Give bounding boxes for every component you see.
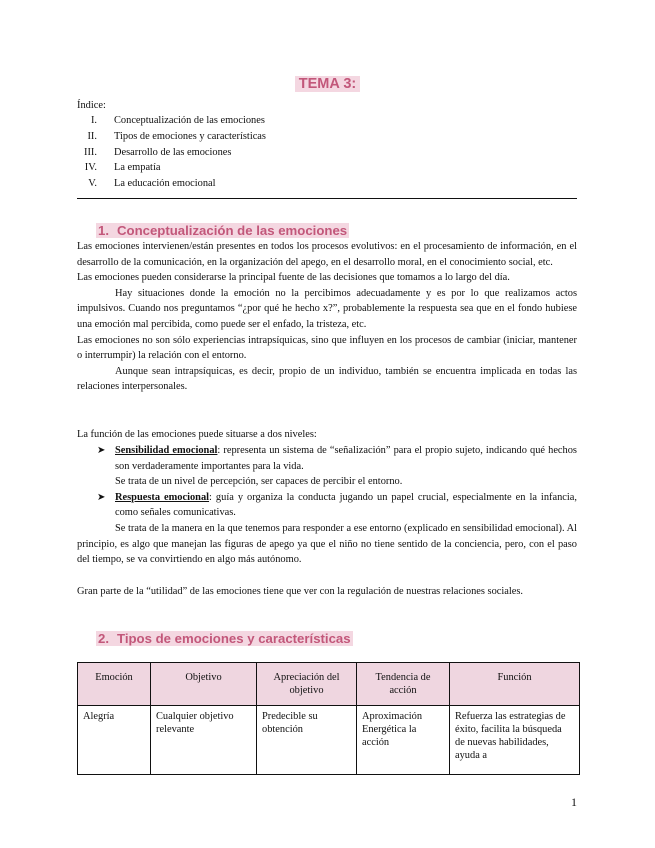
document-page: TEMA 3: Índice: I. Conceptualización de las emociones II. Tipos de emociones y características III. Desarrollo de las emociones IV. La empatía V. La educación emocional 1. Conceptualización de las emociones Las emociones intervienen/están presentes en todos los procesos evolutivos: en el procesamiento de información, en el desarrollo de la comunicación, en la organización del apego, en el desarrollo moral, en el conocimiento social, etc. Las emociones pueden considerarse la principal fuente de las decisiones que tomamos a lo largo del día. Hay situaciones donde la emoción no la percibimos adecuadamente y es por lo que realizamos actos impulsivos. Cuando nos preguntamos “¿por qué he hecho x?”, probablemente la respuesta sea que en el fondo hubiese una emoción mal percibida, como puede ser el enfado, la tristeza, etc. Las emociones no son sólo experiencias intrapsíquicas, sino que influyen en los procesos de cambiar (iniciar, mantener o interrumpir) la relación con el entorno. Aunque sean intrapsíquicas, es decir, propio de un individuo, también se encuentra implicada en todas las relaciones interpersonales. La función de las emociones puede situarse a dos niveles: ➤ Sensibilidad emocional: representa un sistema de “señalización” para el propio sujeto, indicando qué hechos son verdaderamente importantes para la vida. Se trata de un nivel de percepción, ser capaces de percibir el entorno. ➤ Respuesta emocional: guía y organiza la conducta jugando un papel crucial, especialmente en la infancia, como señales comunicativas. Se trata de la manera en la que tenemos para responder a ese entorno (explicado en sensibilidad emocional). Al principio, es algo que manejan las figuras de apego ya que el niño no tiene sentido de la conciencia, pero, con el paso del tiempo, se va convirtiendo en algo más autónomo. Gran parte de la “utilidad” de las emociones tiene que ver con la regulación de nuestras relaciones sociales. 2. Tipos de emociones y características Emoción Objetivo Apreciación del objetivo Tendencia de acción Función Alegría Cualquier objetivo relevante Predecible su obtención Aproximación Energética la acción Refuerza las estrategias de éxito, facilita la búsqueda de nuevas habilidades, ayuda a 1 (0, 0, 655, 848)
table-cell: Refuerza las estrategias de éxito, facilita la búsqueda de nuevas habilidades, ayuda a (450, 706, 580, 775)
page-number: 1 (571, 795, 577, 809)
emotions-table (77, 662, 580, 775)
table-cell: Cualquier objetivo relevante (151, 706, 257, 775)
page-title: TEMA 3: (0, 77, 655, 94)
paragraph: Se trata de la manera en la que tenemos para responder a ese entorno (explicado en sensibilidad emocional). Al principio, es algo que manejan las figuras de apego ya que el niño no tiene sentido de la conciencia, pero, con el paso del tiempo, se va convirtiendo en algo más autónomo. (77, 523, 577, 566)
table-cell: Predecible su obtención (257, 706, 357, 775)
column-header: Apreciación del objetivo (257, 663, 357, 706)
section-1-heading: 1. Conceptualización de las emociones (98, 223, 348, 238)
functions-list (77, 443, 577, 521)
index-label: Índice: (77, 100, 106, 111)
table-cell: Aproximación Energética la acción (357, 706, 450, 775)
column-header: Emoción (78, 663, 151, 706)
column-header: Función (450, 663, 580, 706)
horizontal-divider (77, 198, 577, 199)
table-cell: Alegría (78, 706, 151, 775)
paragraph: Las emociones no son sólo experiencias intrapsíquicas, sino que influyen en los procesos de cambiar (iniciar, mantener o interrumpir) la relación con el entorno. (77, 334, 577, 362)
list-item: ➤ Respuesta emocional: guía y organiza la conducta jugando un papel crucial, especialmente en la infancia, como señales comunicativas. (97, 491, 577, 519)
paragraph: Las emociones intervienen/están presentes en todos los procesos evolutivos: en el procesamiento de información, en el desarrollo de la comunicación, en la organización del apego, en el desarrollo moral, en el conocimiento social, etc. (77, 241, 577, 268)
functions-intro: La función de las emociones puede situarse a dos niveles: (77, 429, 317, 440)
section-1-body (77, 239, 577, 395)
list-item: ➤ Sensibilidad emocional: representa un sistema de “señalización” para el propio sujeto, indicando qué hechos son verdaderamente importantes para la vida. Se trata de un nivel de percepción, ser capaces de percibir el entorno. (97, 445, 577, 488)
paragraph: Hay situaciones donde la emoción no la percibimos adecuadamente y es por lo que realizamos actos impulsivos. Cuando nos preguntamos “¿por qué he hecho x?”, probablemente la respuesta sea que en el fondo hubiese una emoción mal percibida, como puede ser el enfado, la tristeza, etc. (77, 287, 577, 330)
paragraph: Aunque sean intrapsíquicas, es decir, propio de un individuo, también se encuentra implicada en todas las relaciones interpersonales. (77, 365, 577, 393)
arrow-bullet-icon: ➤ (97, 491, 106, 503)
table-row (78, 706, 580, 775)
paragraph: Las emociones pueden considerarse la principal fuente de las decisiones que tomamos a lo largo del día. (77, 272, 510, 284)
section-2-heading: 2. Tipos de emociones y características (98, 631, 351, 646)
arrow-bullet-icon: ➤ (97, 445, 106, 456)
column-header: Objetivo (151, 663, 257, 706)
paragraph: Gran parte de la “utilidad” de las emociones tiene que ver con la regulación de nuestras relaciones sociales. (77, 586, 524, 597)
table-header-row (78, 663, 580, 706)
column-header: Tendencia de acción (357, 663, 450, 706)
